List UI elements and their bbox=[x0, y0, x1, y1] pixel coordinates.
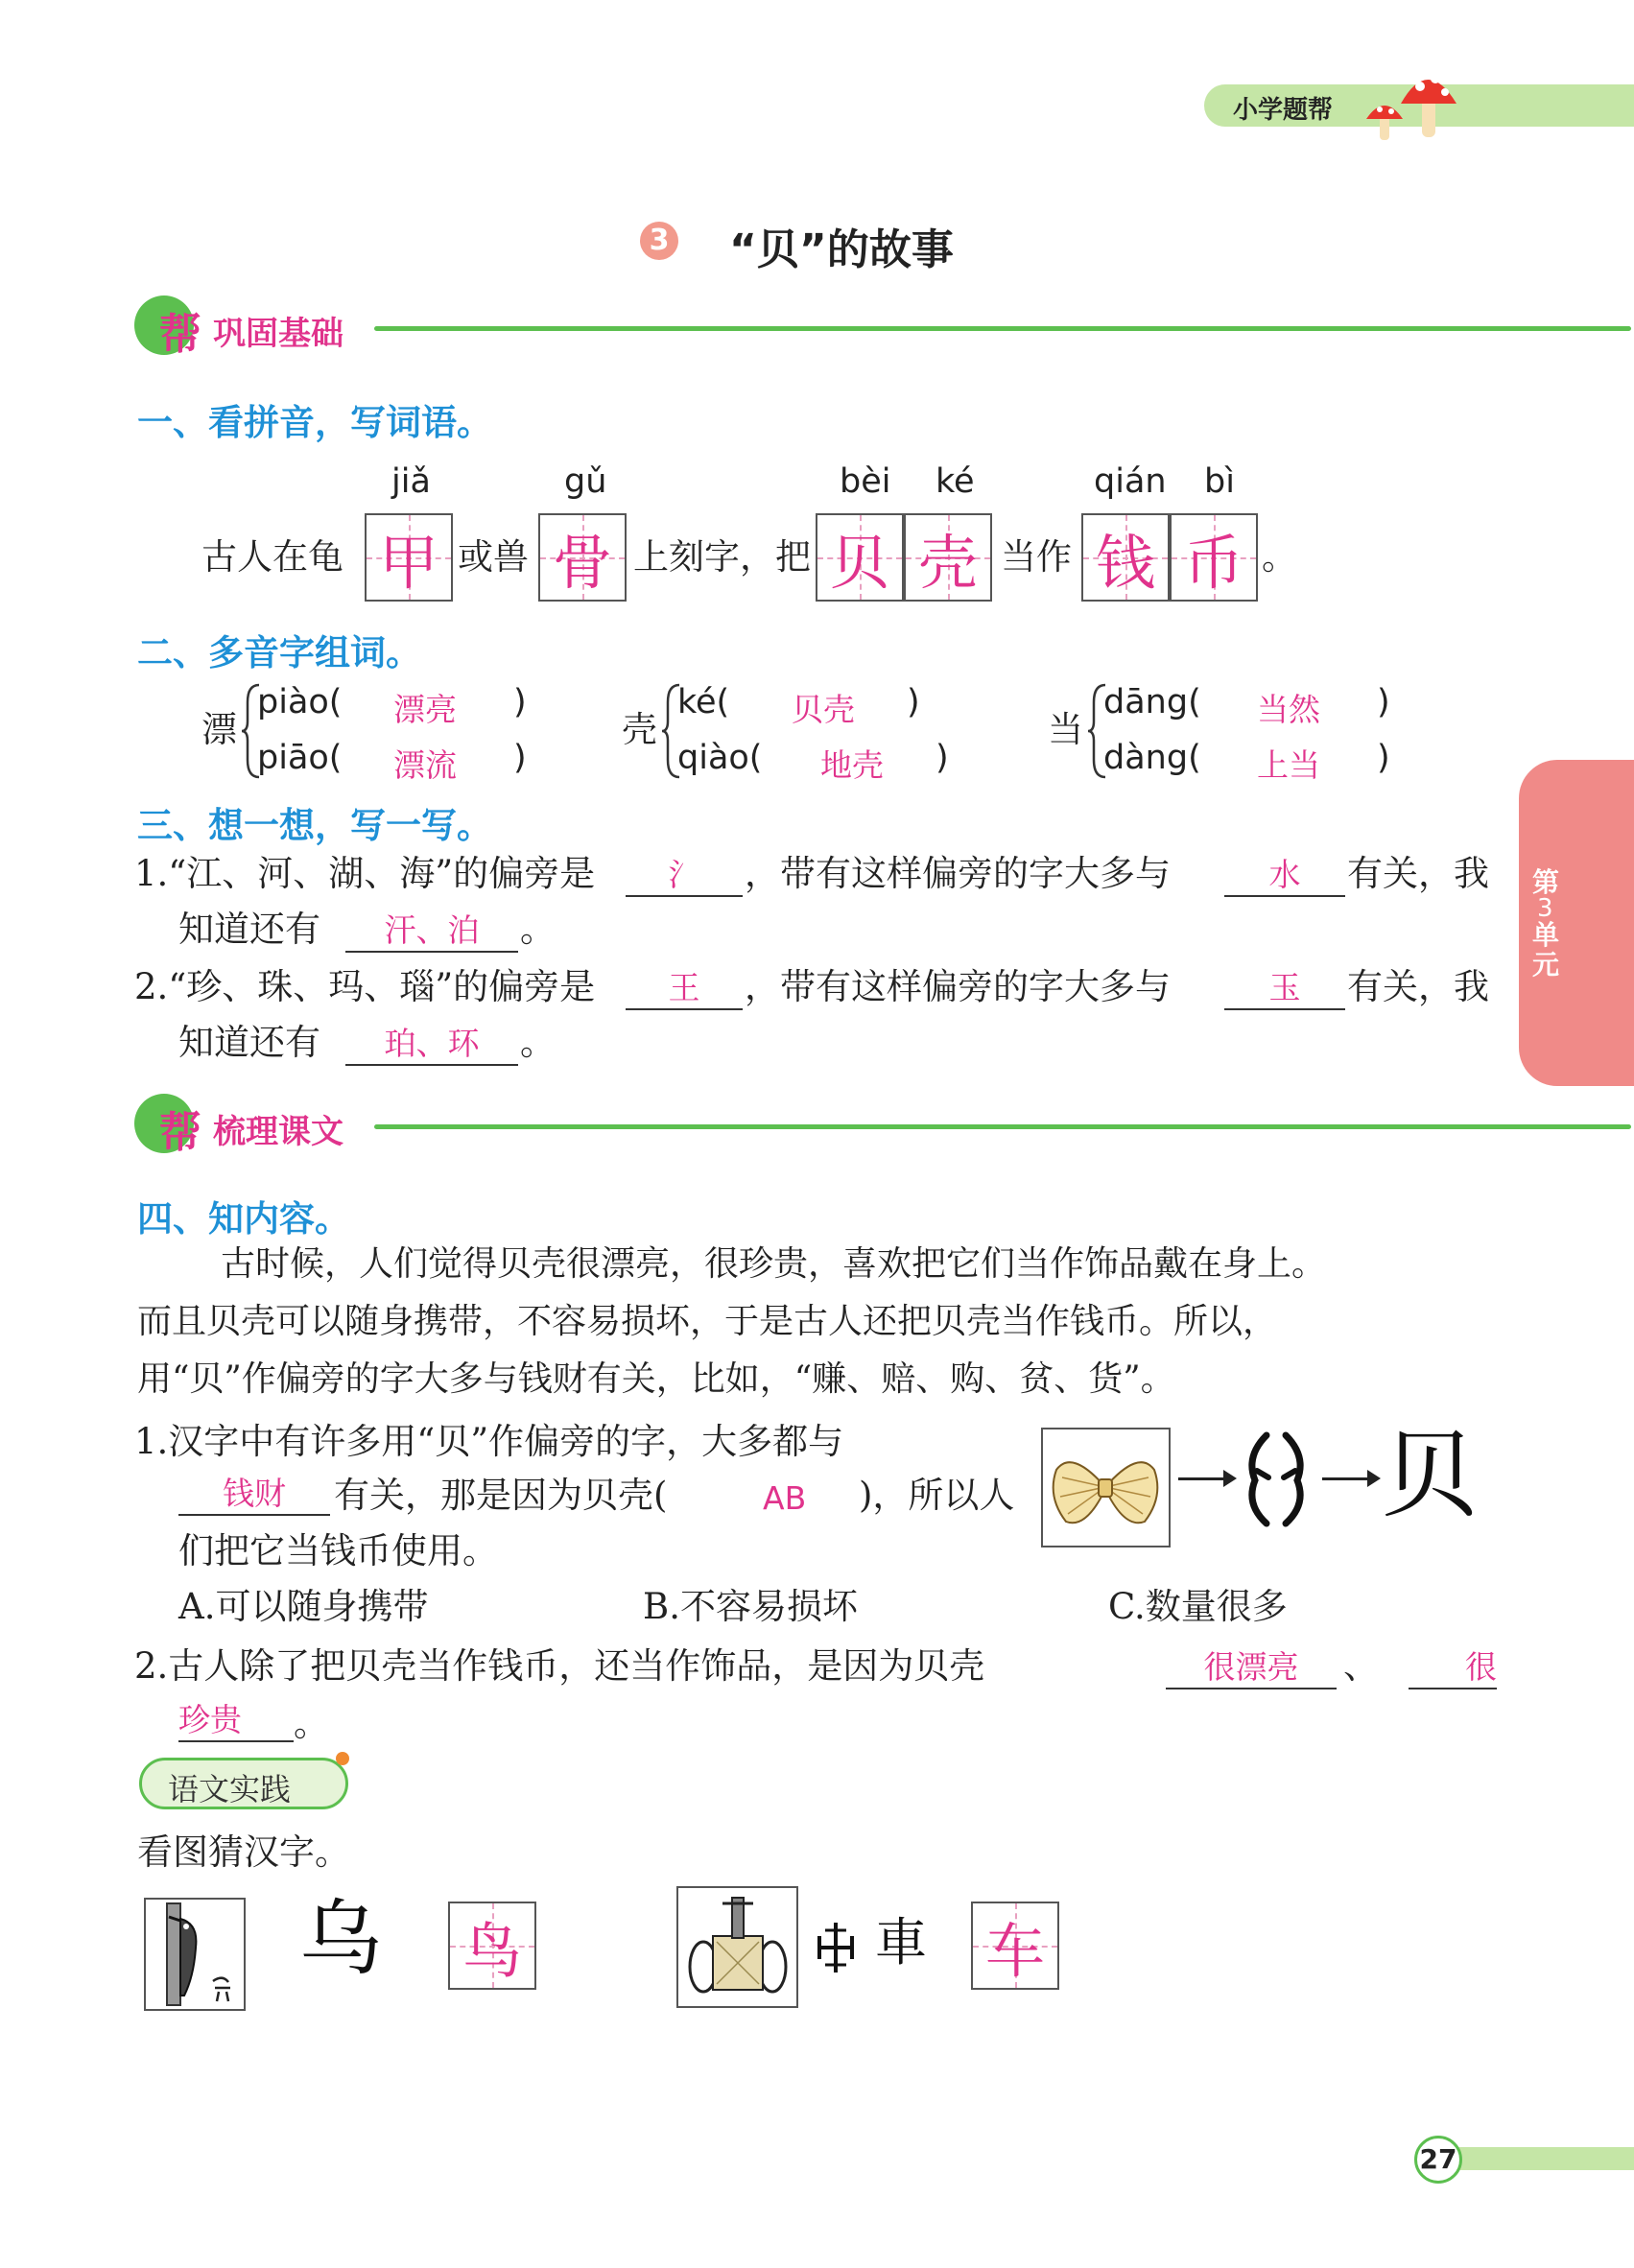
q3-item2-b: ，带有这样偏旁的字大多与 bbox=[745, 966, 1171, 1007]
poly-pinyin: ké( bbox=[677, 683, 730, 721]
footer-bar bbox=[1439, 2147, 1634, 2170]
side-tab-bottom: 单元 bbox=[1532, 919, 1560, 980]
poly-pinyin: piào( bbox=[257, 683, 343, 721]
answer-jia: 甲 bbox=[378, 527, 438, 598]
arrow-icon bbox=[1178, 1477, 1228, 1480]
poly-answer[interactable]: 贝壳 bbox=[792, 691, 855, 728]
q4-item1-d: 们把它当钱币使用。 bbox=[178, 1530, 498, 1571]
q3-item2-a: 2.“珍、珠、玛、瑙”的偏旁是 bbox=[134, 966, 596, 1007]
poly-answer[interactable]: 上当 bbox=[1257, 746, 1320, 784]
q3-item1-e: 。 bbox=[520, 909, 556, 950]
ancient-cart-glyph-icon bbox=[814, 1917, 858, 1978]
poly-answer[interactable]: 漂流 bbox=[393, 746, 457, 784]
lesson-title: “贝”的故事 bbox=[729, 225, 954, 274]
q3-item2-ans1[interactable]: 王 bbox=[626, 972, 743, 1010]
poly-pinyin: dàng( bbox=[1103, 739, 1201, 777]
q4-item1-b: 有关，那是因为贝壳( bbox=[334, 1475, 668, 1516]
q4-item1-a: 1.汉字中有许多用“贝”作偏旁的字，大多都与 bbox=[134, 1421, 844, 1462]
section1-header bbox=[134, 295, 1497, 359]
q4-item1-c: )，所以人 bbox=[859, 1475, 1015, 1516]
q3-item2-c: 有关，我 bbox=[1347, 966, 1489, 1007]
woodpecker-picture bbox=[144, 1898, 246, 2011]
q3-item1-ans1[interactable]: 氵 bbox=[626, 859, 743, 897]
poly-pinyin: dāng( bbox=[1103, 683, 1201, 721]
side-tab-top: 第 bbox=[1532, 866, 1560, 898]
q4-item1-ans2[interactable]: AB bbox=[763, 1479, 807, 1517]
answer-box-qian[interactable] bbox=[1081, 513, 1170, 602]
arrow-icon bbox=[1322, 1477, 1372, 1480]
poly-pinyin: piāo( bbox=[257, 739, 343, 777]
q3-item1-d: 知道还有 bbox=[178, 909, 320, 950]
section1-line bbox=[374, 326, 1631, 331]
q4-item2-a: 2.古人除了把贝壳当作钱币，还当作饰品，是因为贝壳 bbox=[134, 1645, 985, 1687]
q3-title: 三、想一想，写一写。 bbox=[137, 805, 492, 846]
shell-icon bbox=[1043, 1429, 1169, 1546]
answer-qian: 钱 bbox=[1095, 527, 1155, 598]
poly-close: ) bbox=[907, 683, 920, 721]
answer-box-bei[interactable] bbox=[816, 513, 904, 602]
q3-item2-d: 知道还有 bbox=[178, 1022, 320, 1063]
answer-bi: 币 bbox=[1183, 527, 1243, 598]
poly-char-dang: 当 bbox=[1048, 709, 1083, 750]
poly-char-piao: 漂 bbox=[201, 709, 237, 750]
pinyin-bi: bì bbox=[1204, 462, 1235, 501]
q4-item2-ans2b[interactable]: 珍贵 bbox=[178, 1704, 294, 1742]
practice-prompt: 看图猜汉字。 bbox=[137, 1831, 350, 1873]
q3-item1-a: 1.“江、河、湖、海”的偏旁是 bbox=[134, 853, 596, 894]
ancient-char-2: 車 bbox=[875, 1912, 927, 1973]
q3-item1-b: ，带有这样偏旁的字大多与 bbox=[745, 853, 1171, 894]
q1-text-d: 当作 bbox=[1001, 536, 1072, 578]
section2-header bbox=[134, 1094, 1497, 1157]
q4-item2-ans2a[interactable]: 很 bbox=[1409, 1651, 1497, 1689]
q3-item2-ans2[interactable]: 玉 bbox=[1224, 972, 1345, 1010]
evolution-char: 贝 bbox=[1382, 1419, 1478, 1531]
q3-item2-e: 。 bbox=[520, 1022, 556, 1063]
q1-title: 一、看拼音，写词语。 bbox=[137, 402, 492, 443]
answer-box-che[interactable] bbox=[971, 1902, 1059, 1990]
q4-title: 四、知内容。 bbox=[137, 1198, 350, 1240]
practice-badge-label: 语文实践 bbox=[168, 1771, 292, 1807]
section2-line bbox=[374, 1124, 1631, 1129]
mushroom-icon bbox=[1353, 56, 1468, 147]
ancient-char-1: 乌 bbox=[299, 1891, 382, 1987]
q1-text-a: 古人在龟 bbox=[201, 536, 343, 578]
q4-item1-ans1[interactable]: 钱财 bbox=[178, 1477, 330, 1516]
option-b[interactable]: B.不容易损坏 bbox=[643, 1586, 858, 1627]
answer-box-niao[interactable] bbox=[448, 1902, 536, 1990]
q4-item2-e: 。 bbox=[294, 1703, 329, 1744]
poly-answer[interactable]: 当然 bbox=[1257, 691, 1320, 728]
poly-close: ) bbox=[1377, 683, 1390, 721]
option-c[interactable]: C.数量很多 bbox=[1108, 1586, 1288, 1627]
shell-picture bbox=[1041, 1428, 1171, 1547]
pinyin-ke: ké bbox=[935, 462, 975, 501]
answer-ke: 壳 bbox=[917, 527, 978, 598]
q4-para-line1: 古时候，人们觉得贝壳很漂亮，很珍贵，喜欢把它们当作饰品戴在身上。 bbox=[221, 1244, 1327, 1284]
q2-title: 二、多音字组词。 bbox=[137, 632, 421, 673]
header-brand: 小学题帮 bbox=[1233, 96, 1334, 125]
pinyin-gu: gǔ bbox=[564, 462, 607, 501]
q4-item2-sep: 、 bbox=[1343, 1645, 1379, 1687]
page-number: 27 bbox=[1419, 2143, 1457, 2175]
q1-text-e: 。 bbox=[1262, 536, 1297, 578]
arrow-head-icon bbox=[1223, 1470, 1237, 1487]
q1-text-c: 上刻字，把 bbox=[633, 536, 811, 578]
poly-answer[interactable]: 漂亮 bbox=[393, 691, 457, 728]
q3-item1-c: 有关，我 bbox=[1347, 853, 1489, 894]
poly-close: ) bbox=[935, 739, 949, 777]
pinyin-qian: qián bbox=[1094, 462, 1167, 501]
heart-icon bbox=[336, 1752, 349, 1765]
answer-gu: 骨 bbox=[552, 527, 612, 598]
poly-close: ) bbox=[1377, 739, 1390, 777]
section2-badge: 帮 bbox=[159, 1108, 201, 1157]
q1-text-b: 或兽 bbox=[458, 536, 529, 578]
pinyin-jia: jiǎ bbox=[391, 462, 431, 501]
answer-niao: 鸟 bbox=[462, 1915, 522, 1986]
q4-para-line2: 而且贝壳可以随身携带，不容易损坏，于是古人还把贝壳当作钱币。所以， bbox=[137, 1302, 1278, 1341]
q4-para-line3: 用“贝”作偏旁的字大多与钱财有关，比如，“赚、赔、购、贫、货”。 bbox=[137, 1359, 1175, 1399]
side-tab-num: 3 bbox=[1537, 894, 1553, 923]
q3-item2-ans3[interactable]: 珀、环 bbox=[345, 1028, 518, 1066]
poly-char-ke: 壳 bbox=[622, 709, 657, 750]
section1-title: 巩固基础 bbox=[213, 315, 343, 353]
answer-box-ke[interactable] bbox=[904, 513, 992, 602]
poly-close: ) bbox=[513, 739, 527, 777]
poly-pinyin: qiào( bbox=[677, 739, 763, 777]
section2-title: 梳理课文 bbox=[213, 1113, 343, 1151]
answer-box-bi[interactable] bbox=[1170, 513, 1258, 602]
arrow-head-icon bbox=[1367, 1470, 1381, 1487]
ancient-bei-glyph-icon bbox=[1238, 1428, 1314, 1533]
answer-che: 车 bbox=[984, 1915, 1045, 1986]
poly-answer[interactable]: 地壳 bbox=[820, 746, 884, 784]
cart-picture bbox=[676, 1886, 798, 2008]
poly-close: ) bbox=[513, 683, 527, 721]
cart-icon bbox=[678, 1888, 796, 2006]
option-a[interactable]: A.可以随身携带 bbox=[178, 1586, 429, 1627]
q3-item1-ans2[interactable]: 水 bbox=[1224, 859, 1345, 897]
pinyin-bei: bèi bbox=[840, 462, 891, 501]
section1-badge: 帮 bbox=[159, 310, 201, 359]
answer-bei: 贝 bbox=[829, 527, 889, 598]
q3-item1-ans3[interactable]: 汗、泊 bbox=[345, 914, 518, 953]
lesson-number: 3 bbox=[649, 224, 670, 257]
woodpecker-icon bbox=[146, 1900, 244, 2009]
answer-box-gu[interactable] bbox=[538, 513, 627, 602]
answer-box-jia[interactable] bbox=[365, 513, 453, 602]
q4-item2-ans1[interactable]: 很漂亮 bbox=[1166, 1651, 1337, 1689]
